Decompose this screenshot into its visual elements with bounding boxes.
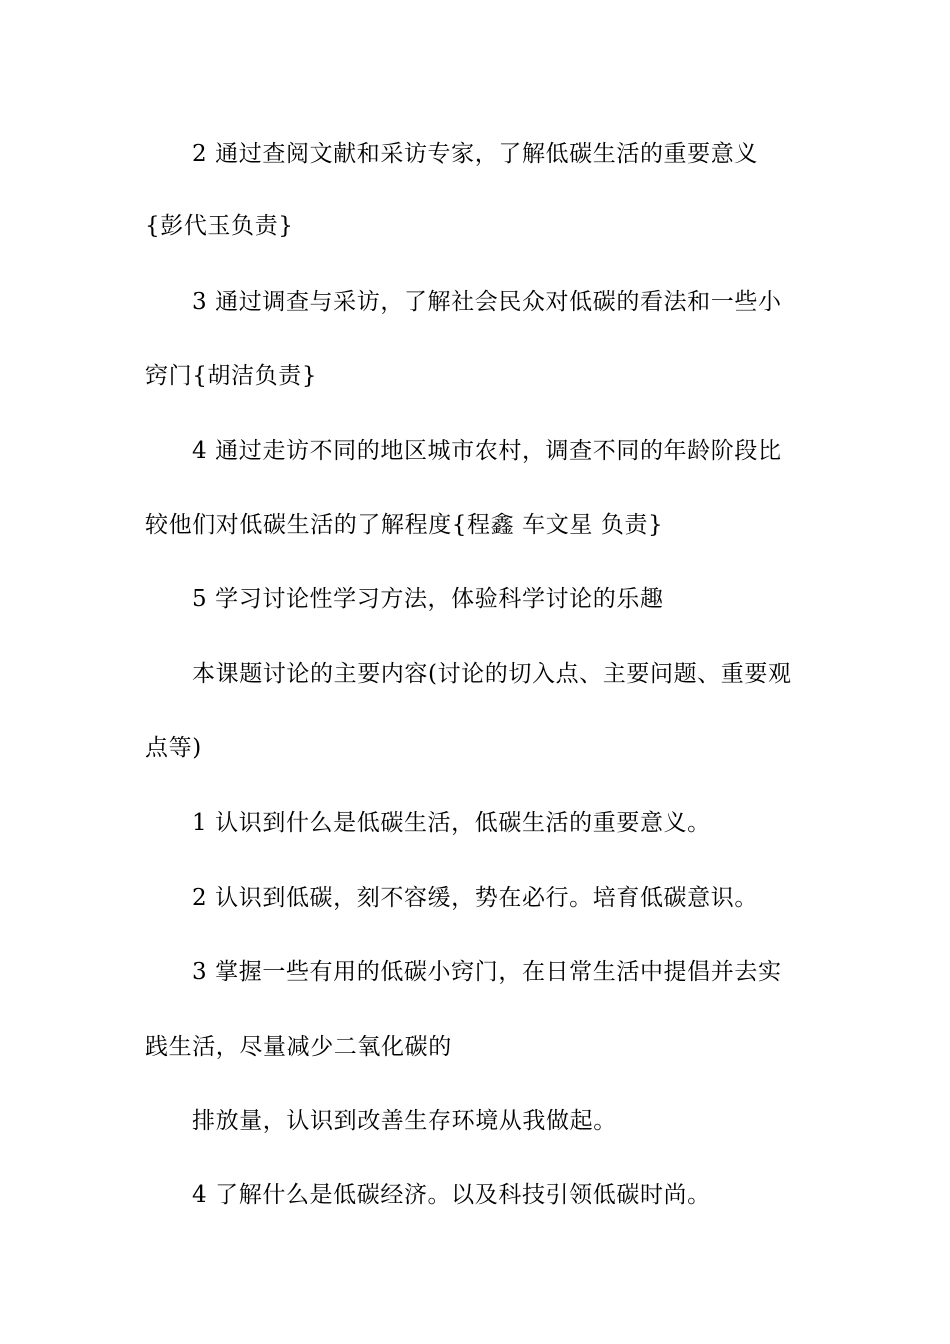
text-line: 本课题讨论的主要内容(讨论的切入点、主要问题、重要观 (192, 661, 792, 687)
text-line: 2 认识到低碳，刻不容缓，势在必行。培育低碳意识。 (192, 885, 758, 911)
text-line: 4 通过走访不同的地区城市农村，调查不同的年龄阶段比 (192, 438, 782, 464)
text-line: 4 了解什么是低碳经济。以及科技引领低碳时尚。 (192, 1182, 711, 1208)
text-line: 排放量，认识到改善生存环境从我做起。 (192, 1108, 617, 1134)
text-line: 较他们对低碳生活的了解程度{程鑫 车文星 负责} (145, 512, 664, 538)
text-line: 1 认识到什么是低碳生活，低碳生活的重要意义。 (192, 810, 711, 836)
text-line: 3 通过调查与采访，了解社会民众对低碳的看法和一些小 (192, 289, 782, 315)
text-line: 3 掌握一些有用的低碳小窍门，在日常生活中提倡并去实 (192, 959, 782, 985)
text-line: 5 学习讨论性学习方法，体验科学讨论的乐趣 (192, 586, 664, 612)
text-line: 点等) (145, 735, 202, 761)
text-line: 践生活，尽量减少二氧化碳的 (145, 1034, 452, 1060)
text-line: 2 通过查阅文献和采访专家，了解低碳生活的重要意义 (192, 141, 758, 167)
text-line: {彭代玉负责} (145, 213, 294, 239)
text-line: 窍门{胡洁负责} (145, 363, 318, 389)
